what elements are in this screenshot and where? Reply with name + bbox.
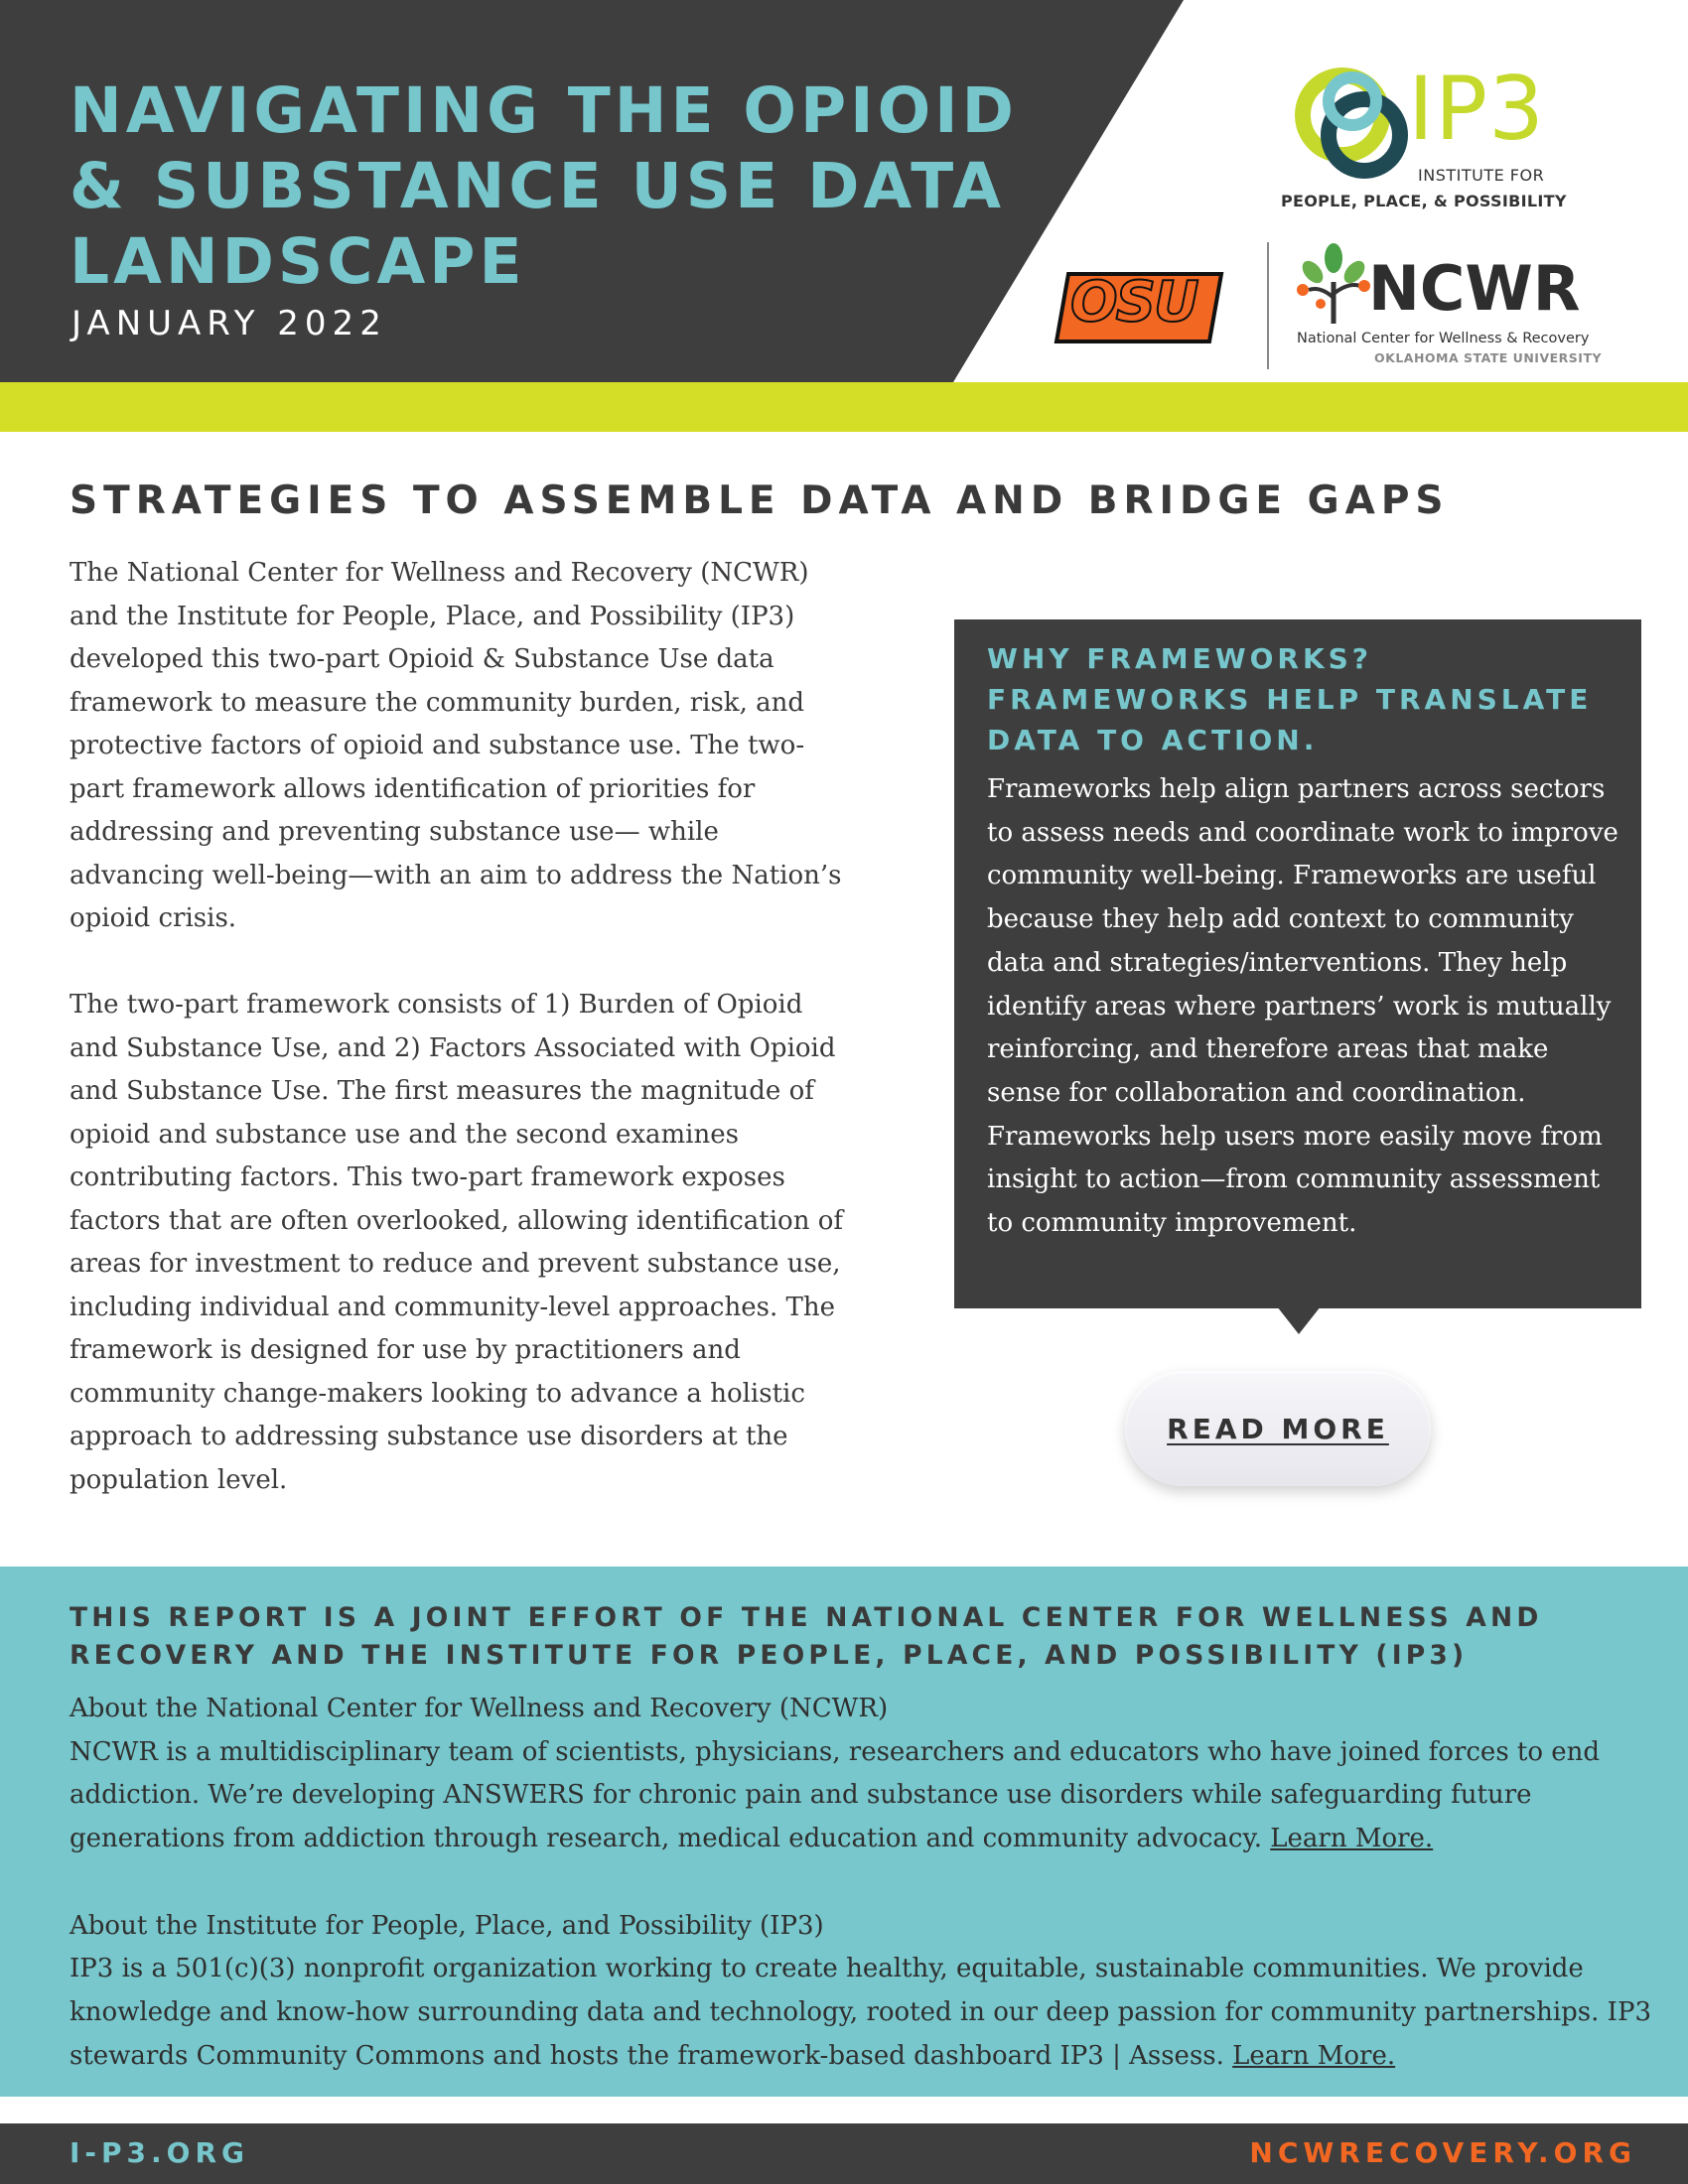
joint-effort-heading: THIS REPORT IS A JOINT EFFORT OF THE NATIONAL CENTER FOR WELLNESS AND RECOVERY AND THE INSTITUTE FOR PEOPLE, PLACE, AND POSSIBILITY (IP3) [70, 1602, 1543, 1671]
section-heading: STRATEGIES TO ASSEMBLE DATA AND BRIDGE GAPS [70, 478, 1450, 523]
ncwr-about-text: NCWR is a multidisciplinary team of scientists, physicians, researchers and educators who have joined forces to end addiction. We’re developing ANSWERS for chronic pain and substance use disorders while safeguarding future generations from addiction through research, medical education and community advocacy. [70, 1736, 1601, 1854]
ncwr-tagline-1: National Center for Wellness & Recovery [1297, 331, 1590, 346]
accent-bar [0, 382, 1688, 432]
osu-wordmark: OSU [1070, 270, 1197, 335]
ncwr-wordmark: NCWR [1368, 252, 1581, 325]
callout-heading: WHY FRAMEWORKS? FRAMEWORKS HELP TRANSLATE DATA TO ACTION. [987, 642, 1593, 756]
tree-icon [1291, 238, 1376, 328]
read-more-label: READ MORE [1167, 1412, 1389, 1445]
joint-effort-body [70, 1688, 1658, 2078]
page-title: NAVIGATING THE OPIOID & SUBSTANCE USE DATA LANDSCAPE [70, 74, 1018, 298]
ip3-about [70, 1905, 1658, 2079]
read-more-button[interactable] [1125, 1371, 1431, 1486]
ip3-website-link[interactable]: I-P3.ORG [70, 2136, 250, 2169]
ip3-about-title: About the Institute for People, Place, and Possibility (IP3) [70, 1910, 824, 1941]
ip3-tagline-2: PEOPLE, PLACE, & POSSIBILITY [1281, 192, 1567, 210]
framework-paragraph: The two-part framework consists of 1) Burden of Opioid and Substance Use, and 2) Factors Associated with Opioid and Substance Use. The first measures the magnitude of opioid and substance use and the second examines contributing factors. This two-part framework exposes factors that are often overlooked, allowing identification of areas for investment to reduce and prevent substance use, including individual and community-level approaches. The framework is designed for use by practitioners and community change-makers looking to advance a holistic approach to addressing substance use disorders at the population level. [70, 990, 843, 1495]
ip3-tagline-1: INSTITUTE FOR [1418, 166, 1545, 185]
ip3-about-text: IP3 is a 501(c)(3) nonprofit organization working to create healthy, equitable, sustainable communities. We provide knowledge and know-how surrounding data and technology, rooted in our deep passion for community partnerships. IP3 stewards Community Commons and hosts the framework-based dashboard IP3 | Assess. [70, 1954, 1651, 2071]
logo-divider [1267, 242, 1269, 369]
body-column [70, 552, 854, 1502]
ncwr-website-link[interactable]: NCWRECOVERY.ORG [1249, 2136, 1636, 2169]
ip3-wordmark: IP3 [1408, 58, 1546, 160]
ncwr-tagline-2: OKLAHOMA STATE UNIVERSITY [1374, 350, 1603, 365]
callout-body: Frameworks help align partners across sectors to assess needs and coordinate work to improve community well-being. Frameworks are useful because they help add context to community data and strategies/interventions. They help identify areas where partners’ work is mutually reinforcing, and therefore areas that make sense for collaboration and coordination. Frameworks help users more easily move from insight to action—from community assessment to community improvement. [987, 774, 1618, 1239]
callout-pointer [1277, 1306, 1321, 1334]
ip3-learn-more-link[interactable]: Learn More. [1232, 2040, 1396, 2071]
intro-paragraph: The National Center for Wellness and Recovery (NCWR) and the Institute for People, Place, and Possibility (IP3) developed this two-part Opioid & Substance Use data framework to measure the community burden, risk, and protective factors of opioid and substance use. The two-part framework allows identification of priorities for addressing and preventing substance use— while advancing well-being—with an aim to address the Nation’s opioid crisis. [70, 558, 842, 933]
ncwr-learn-more-link[interactable]: Learn More. [1270, 1824, 1434, 1854]
report-date: JANUARY 2022 [71, 304, 387, 343]
ncwr-about [70, 1688, 1658, 1861]
ncwr-about-title: About the National Center for Wellness and Recovery (NCWR) [70, 1694, 889, 1723]
